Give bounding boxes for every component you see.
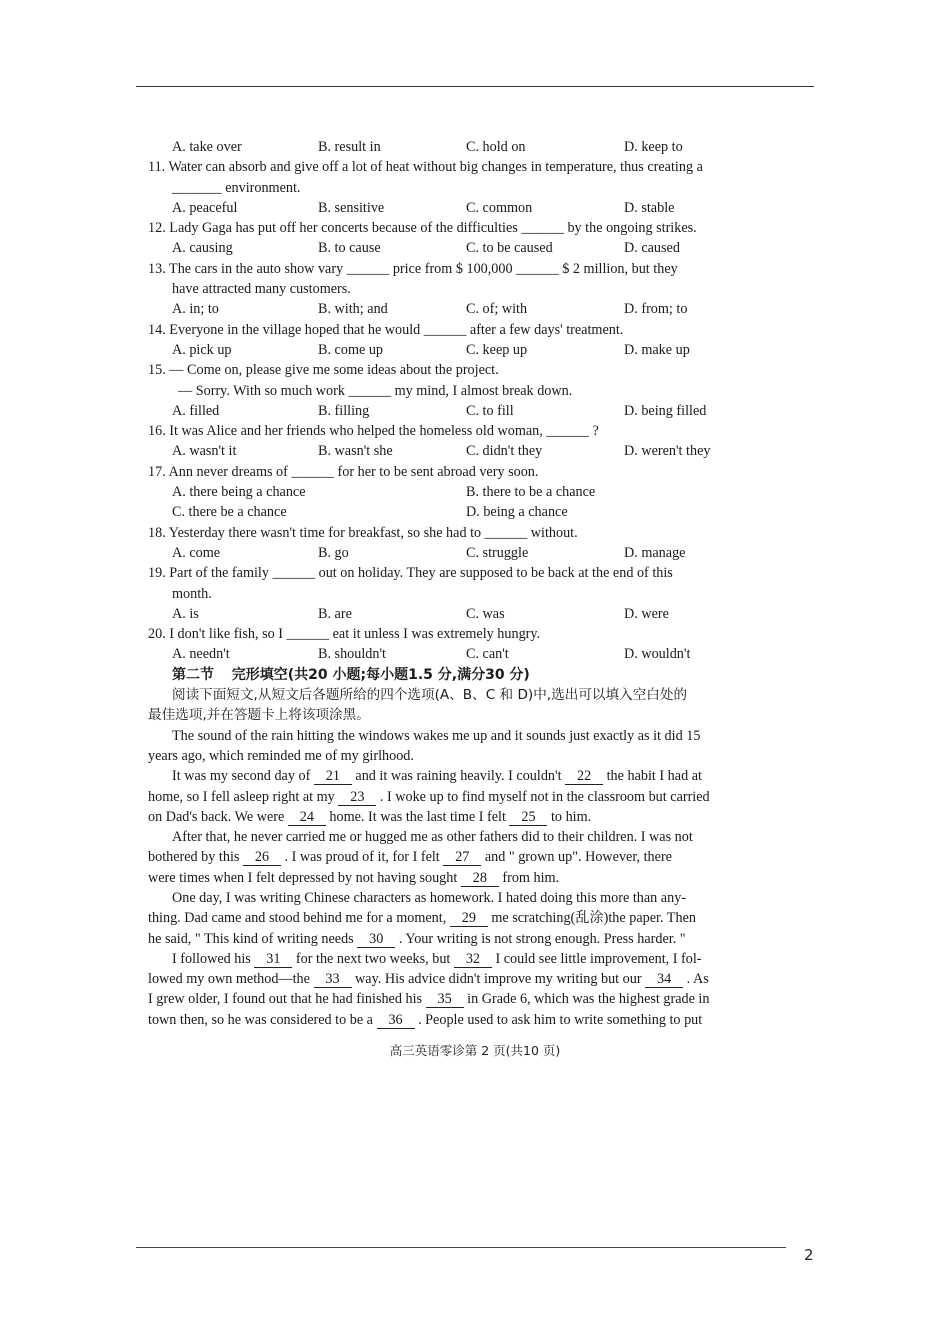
blank-23: 23	[338, 790, 376, 806]
option-b: B. sensitive	[318, 199, 385, 216]
blank-30: 30	[357, 932, 395, 948]
q14-options	[148, 340, 778, 360]
option-b: B. result in	[318, 139, 381, 155]
question-15-line-1: 15. — Come on, please give me some ideas about the project.	[148, 362, 499, 379]
option-a: A. is	[172, 605, 199, 622]
question-18-line-1: 18. Yesterday there wasn't time for breakfast, so she had to ______ without.	[148, 524, 578, 541]
option-b: B. wasn't she	[318, 443, 393, 460]
option-d: D. weren't they	[624, 443, 711, 460]
option-b: B. there to be a chance	[466, 484, 596, 501]
passage-p4-line-2: thing. Dad came and stood behind me for a moment, 29 me scratching(乱涂)the paper. Then	[148, 910, 696, 927]
option-b: B. come up	[318, 341, 384, 358]
passage-p1-line-2: years ago, which reminded me of my girlhood.	[148, 747, 414, 764]
question-19-line-2: month.	[172, 585, 212, 602]
blank-21: 21	[314, 769, 352, 785]
q16-options	[148, 441, 778, 461]
passage-p5-line-1: I followed his 31 for the next two weeks, but 32 I could see little improvement, I fol-	[172, 950, 702, 967]
question-13-line-1: 13. The cars in the auto show vary ______ price from $ 100,000 ______ $ 2 million, but they	[148, 260, 678, 277]
passage-p2-line-3: on Dad's back. We were 24 home. It was the last time I felt 25 to him.	[148, 808, 592, 825]
option-a: A. peaceful	[172, 199, 238, 216]
option-a: A. come	[172, 544, 221, 561]
question-20-line-1: 20. I don't like fish, so I ______ eat it unless I was extremely hungry.	[148, 626, 541, 643]
option-a: A. causing	[172, 240, 233, 257]
blank-32: 32	[454, 952, 492, 968]
option-d: D. caused	[624, 240, 680, 257]
question-16-line-1: 16. It was Alice and her friends who helped the homeless old woman, ______ ?	[148, 423, 599, 440]
option-a: A. pick up	[172, 341, 232, 358]
option-b: B. with; and	[318, 301, 388, 318]
question-11-line-2: _______ environment.	[172, 179, 301, 196]
question-13-line-2: have attracted many customers.	[172, 281, 351, 298]
page-footer: 高三英语零诊第 2 页(共10 页)	[389, 1043, 561, 1058]
option-d: D. keep to	[624, 139, 683, 155]
option-a: A. in; to	[172, 301, 219, 318]
section-instructions-1: 阅读下面短文,从短文后各题所给的四个选项(A、B、C 和 D)中,选出可以填入空白处的	[172, 687, 688, 704]
q11-options	[148, 198, 778, 218]
footer-rule	[136, 1247, 786, 1248]
option-d: D. from; to	[624, 301, 688, 318]
passage-p4-line-3: he said, " This kind of writing needs 30 . Your writing is not strong enough. Press harder. "	[148, 930, 686, 947]
q17-options-row-2	[148, 502, 778, 522]
option-b: B. to cause	[318, 240, 381, 257]
option-a: A. take over	[172, 139, 242, 155]
option-d: D. manage	[624, 544, 686, 561]
option-c: C. of; with	[466, 301, 528, 318]
question-11-line-1: 11. Water can absorb and give off a lot of heat without big changes in temperature, thus creating a	[148, 159, 703, 176]
q20-options	[148, 644, 778, 664]
option-c: C. can't	[466, 646, 509, 663]
q17-options-row-1	[148, 482, 778, 502]
option-a: A. filled	[172, 402, 220, 419]
q10-options	[148, 137, 778, 157]
section-instructions-2: 最佳选项,并在答题卡上将该项涂黑。	[148, 707, 370, 724]
option-d: D. make up	[624, 341, 690, 358]
option-c: C. to fill	[466, 402, 514, 419]
header-rule	[136, 86, 814, 87]
option-c: C. hold on	[466, 139, 526, 155]
question-15-line-2: — Sorry. With so much work ______ my mind, I almost break down.	[178, 382, 573, 399]
passage-p3-line-1: After that, he never carried me or hugged me as other fathers did to their children. I was not	[172, 829, 693, 846]
q13-options	[148, 299, 778, 319]
option-a: A. wasn't it	[172, 443, 237, 460]
option-d: D. being filled	[624, 402, 707, 419]
question-17-line-1: 17. Ann never dreams of ______ for her to be sent abroad very soon.	[148, 463, 539, 480]
option-b: B. go	[318, 544, 349, 561]
passage-p3-line-2: bothered by this 26 . I was proud of it, for I felt 27 and " grown up". However, there	[148, 849, 672, 866]
option-c: C. there be a chance	[172, 504, 287, 521]
blank-34: 34	[645, 972, 683, 988]
blank-22: 22	[565, 769, 603, 785]
q19-options	[148, 604, 778, 624]
page-number: 2	[804, 1246, 814, 1264]
blank-29: 29	[450, 911, 488, 927]
passage-p2-line-2: home, so I fell asleep right at my 23 . I woke up to find myself not in the classroom but carried	[148, 788, 710, 805]
passage-p3-line-3: were times when I felt depressed by not having sought 28 from him.	[148, 869, 560, 886]
section-title: 完形填空(共20 小题;每小题1.5 分,满分30 分)	[231, 666, 530, 683]
blank-24: 24	[288, 810, 326, 826]
passage-p5-line-2: lowed my own method—the 33 way. His advice didn't improve my writing but our 34 . As	[148, 971, 709, 988]
blank-35: 35	[426, 992, 464, 1008]
option-a: A. there being a chance	[172, 484, 306, 501]
blank-26: 26	[243, 850, 281, 866]
passage-p1-line-1: The sound of the rain hitting the windows wakes me up and it sounds just exactly as it did 15	[172, 727, 701, 744]
option-b: B. filling	[318, 402, 370, 419]
section-label: 第二节	[172, 666, 214, 683]
question-12-line-1: 12. Lady Gaga has put off her concerts because of the difficulties ______ by the ongoing strikes.	[148, 220, 697, 237]
option-c: C. didn't they	[466, 443, 543, 460]
blank-36: 36	[377, 1013, 415, 1029]
q18-options	[148, 543, 778, 563]
blank-33: 33	[314, 972, 352, 988]
option-b: B. shouldn't	[318, 646, 386, 663]
q15-options	[148, 401, 778, 421]
option-d: D. were	[624, 605, 669, 622]
option-c: C. was	[466, 605, 505, 622]
option-d: D. being a chance	[466, 504, 568, 521]
option-c: C. struggle	[466, 544, 529, 561]
passage-p2-line-1: It was my second day of 21 and it was raining heavily. I couldn't 22 the habit I had at	[172, 768, 702, 785]
section-heading	[148, 665, 778, 685]
option-a: A. needn't	[172, 646, 230, 663]
blank-28: 28	[461, 871, 499, 887]
passage-p5-line-3: I grew older, I found out that he had finished his 35 in Grade 6, which was the highest grade in	[148, 991, 710, 1008]
blank-31: 31	[254, 952, 292, 968]
option-c: C. to be caused	[466, 240, 553, 257]
question-14-line-1: 14. Everyone in the village hoped that he would ______ after a few days' treatment.	[148, 321, 624, 338]
option-d: D. stable	[624, 199, 675, 216]
option-c: C. keep up	[466, 341, 528, 358]
q12-options	[148, 238, 778, 258]
option-b: B. are	[318, 605, 352, 622]
passage-p4-line-1: One day, I was writing Chinese characters as homework. I hated doing this more than any-	[172, 889, 687, 906]
option-c: C. common	[466, 199, 533, 216]
blank-25: 25	[509, 810, 547, 826]
passage-p5-line-4: town then, so he was considered to be a 36 . People used to ask him to write something to put	[148, 1011, 703, 1028]
exam-content	[148, 137, 778, 1030]
blank-27: 27	[443, 850, 481, 866]
question-19-line-1: 19. Part of the family ______ out on holiday. They are supposed to be back at the end of this	[148, 565, 673, 582]
option-d: D. wouldn't	[624, 646, 691, 663]
